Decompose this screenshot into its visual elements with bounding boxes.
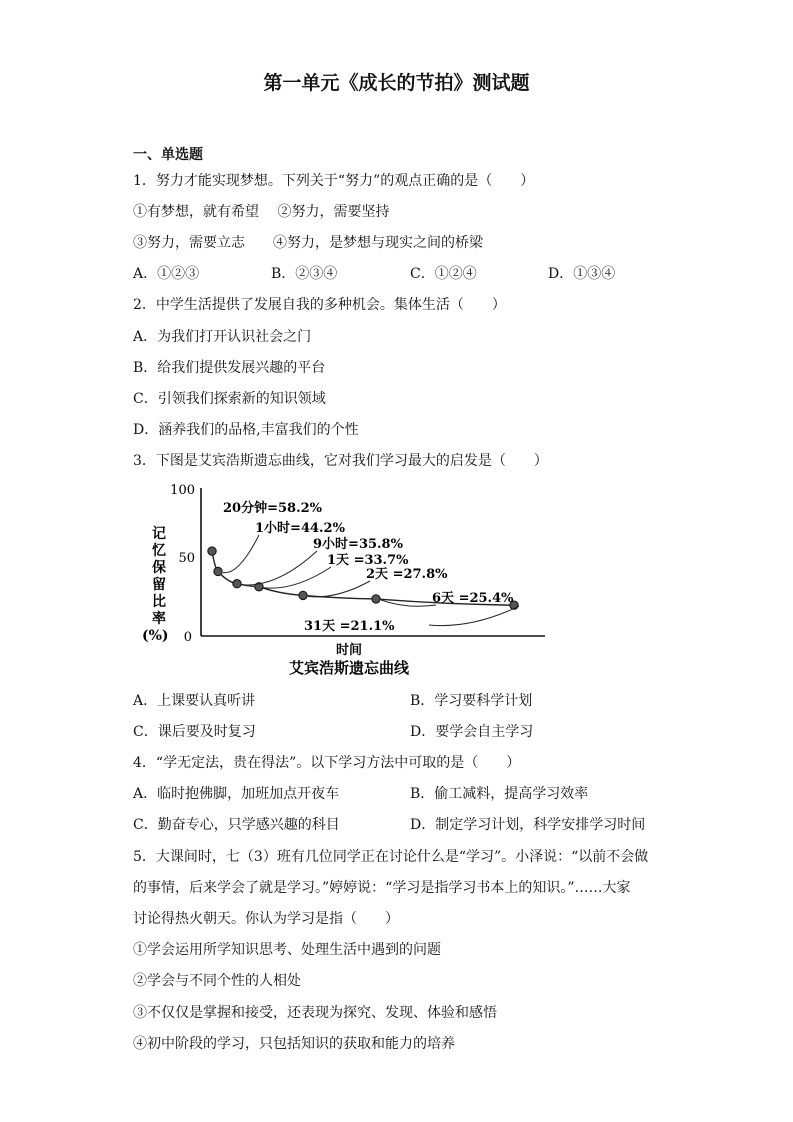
- q5-stem-line-2: 的事情，后来学会了就是学习。”婷婷说：“学习是指学习书本上的知识。”……大家: [133, 880, 631, 896]
- y-tick-0: 0: [183, 630, 192, 645]
- q1-option-c[interactable]: C．①②④: [410, 266, 477, 282]
- q1-statement-2: ③努力，需要立志 ④努力，是梦想与现实之间的桥梁: [133, 235, 483, 251]
- label-pointer: [223, 535, 259, 573]
- q2-option-c[interactable]: C．引领我们探索新的知识领域: [133, 391, 326, 407]
- q3-option-a[interactable]: A．上课要认真听讲: [133, 693, 256, 709]
- q1-option-a[interactable]: A．①②③: [133, 266, 200, 282]
- data-label: 1天 =33.7%: [327, 553, 409, 568]
- label-pointer: [308, 581, 370, 597]
- q4-stem: 4．“学无定法，贵在得法”。以下学习方法中可取的是（ ）: [133, 755, 521, 771]
- x-axis-label: 时间: [335, 643, 363, 658]
- q3-option-c[interactable]: C．课后要及时复习: [133, 724, 256, 740]
- data-label: 6天 =25.4%: [432, 591, 514, 606]
- section-heading: 一、单选题: [133, 147, 203, 163]
- page-title: 第一单元《成长的节拍》测试题: [263, 72, 530, 94]
- data-label: 1小时=44.2%: [255, 521, 345, 536]
- q2-option-d[interactable]: D．涵养我们的品格,丰富我们的个性: [133, 422, 359, 438]
- q5-statement-1: ①学会运用所学知识思考、处理生活中遇到的问题: [133, 942, 441, 958]
- data-point: [233, 580, 241, 588]
- q1-option-d[interactable]: D．①③④: [548, 266, 616, 282]
- q4-option-d[interactable]: D．制定学习计划，科学安排学习时间: [410, 817, 646, 833]
- q1-option-b[interactable]: B．②③④: [271, 266, 338, 282]
- y-axis-label: 记忆保留比率(%): [142, 526, 169, 644]
- data-labels: [223, 500, 514, 634]
- data-point: [299, 591, 307, 599]
- q5-statement-4: ④初中阶段的学习，只包括知识的获取和能力的培养: [133, 1036, 455, 1052]
- data-point: [214, 567, 222, 575]
- q4-option-b[interactable]: B．偷工减料，提高学习效率: [410, 786, 589, 802]
- q3-option-d[interactable]: D．要学会自主学习: [410, 724, 534, 740]
- y-tick-100: 100: [170, 483, 195, 498]
- data-label: 31天 =21.1%: [304, 619, 395, 634]
- data-point: [372, 595, 380, 603]
- q5-stem-line-1: 5．大课间时，七（3）班有几位同学正在讨论什么是“学习”。小泽说：“以前不会做: [133, 849, 649, 865]
- label-pointer: [242, 551, 317, 585]
- q4-option-a[interactable]: A．临时抱佛脚，加班加点开夜车: [133, 786, 340, 802]
- q3-stem: 3．下图是艾宾浩斯遗忘曲线，它对我们学习最大的启发是（ ）: [133, 453, 548, 469]
- forgetting-curve-chart: [130, 478, 550, 678]
- q2-stem: 2．中学生活提供了发展自我的多种机会。集体生活（ ）: [133, 297, 506, 313]
- label-pointer: [429, 606, 519, 625]
- label-pointer: [264, 567, 331, 588]
- q5-statement-2: ②学会与不同个性的人相处: [133, 973, 301, 989]
- data-label: 20分钟=58.2%: [223, 501, 322, 516]
- q1-statement-1: ①有梦想，就有希望 ②努力，需要坚持: [133, 204, 390, 220]
- data-label: 2天 =27.8%: [366, 567, 448, 582]
- q2-option-a[interactable]: A．为我们打开认识社会之门: [133, 329, 312, 345]
- q1-stem: 1．努力才能实现梦想。下列关于“努力”的观点正确的是（ ）: [133, 173, 535, 189]
- q5-stem-line-3: 讨论得热火朝天。你认为学习是指（ ）: [133, 911, 399, 927]
- q3-option-b[interactable]: B．学习要科学计划: [410, 693, 533, 709]
- y-tick-50: 50: [178, 551, 195, 566]
- chart-title: 艾宾浩斯遗忘曲线: [288, 659, 410, 677]
- q4-option-c[interactable]: C．勤奋专心，只学感兴趣的科目: [133, 817, 340, 833]
- data-point: [208, 547, 216, 555]
- q5-statement-3: ③不仅仅是掌握和接受，还表现为探究、发现、体验和感悟: [133, 1005, 497, 1021]
- q2-option-b[interactable]: B．给我们提供发展兴趣的平台: [133, 360, 326, 376]
- data-label: 9小时=35.8%: [313, 537, 403, 552]
